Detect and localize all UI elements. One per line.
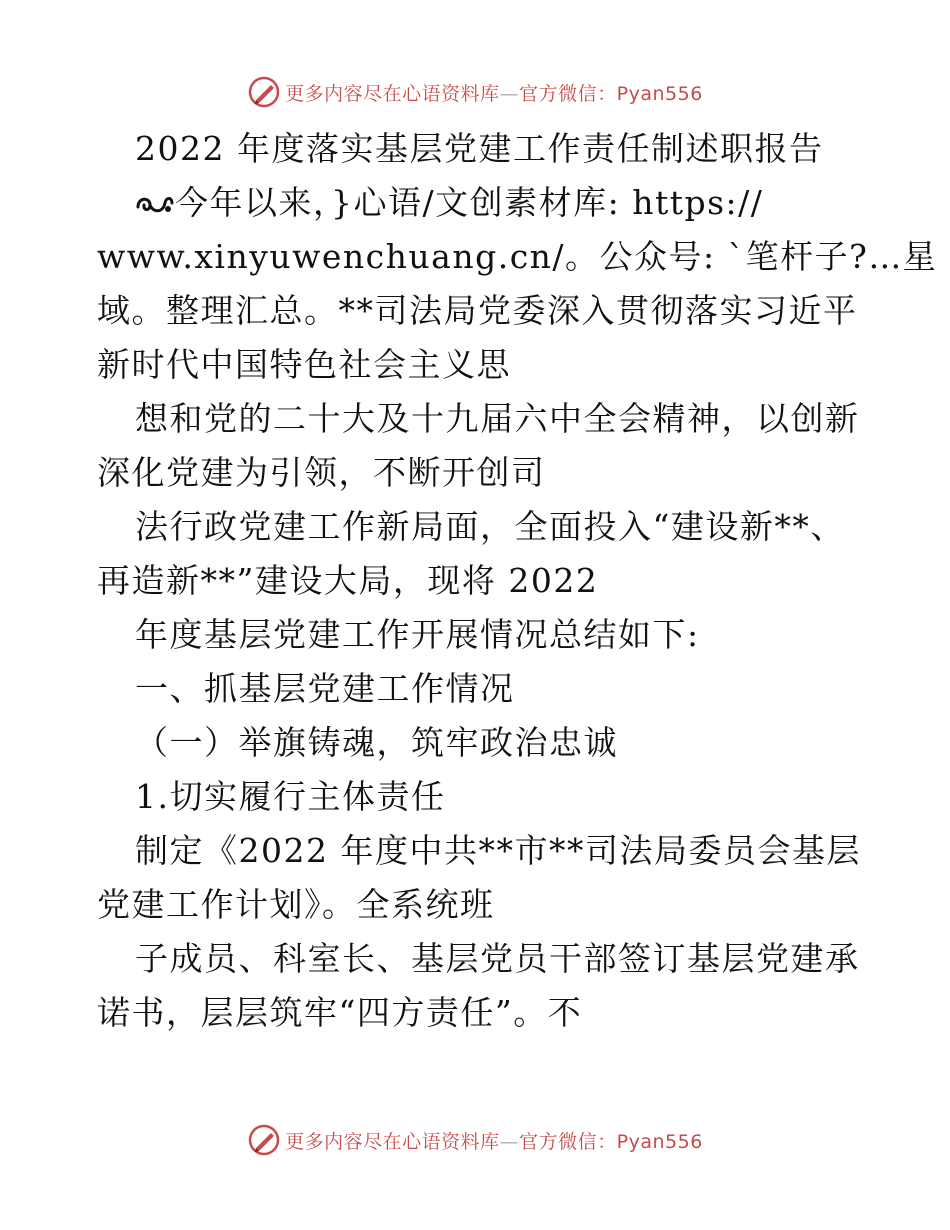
pen-logo-icon (247, 1123, 281, 1157)
document-body (97, 122, 938, 1040)
paragraph-line: 新时代中国特色社会主义思 (97, 345, 511, 384)
watermark-banner-bottom (0, 1120, 950, 1160)
paragraph-line: 今年以来，}心语/文创素材库: https:// (97, 176, 877, 230)
subsection-heading: （一）举旗铸魂，筑牢政治忠诚 (135, 723, 618, 762)
paragraph-line: 诺书，层层筑牢“四方责任”。不 (97, 993, 583, 1032)
paragraph-line: 法行政党建工作新局面，全面投入“建设新**、 (135, 507, 845, 546)
watermark-text: 更多内容尽在心语资料库—官方微信：Pyan556 (285, 82, 703, 105)
paragraph-line: 年度基层党建工作开展情况总结如下: (135, 615, 700, 654)
watermark-banner-top (0, 72, 950, 112)
paragraph-line: 制定《2022 年度中共**市**司法局委员会基层 (135, 831, 861, 870)
paragraph-line: 深化党建为引领，不断开创司 (97, 453, 546, 492)
paragraph-line: 党建工作计划》。全系统班 (97, 885, 495, 924)
swirl-ornament-icon (135, 191, 175, 217)
paragraph-line: 子成员、科室长、基层党员干部签订基层党建承 (135, 939, 860, 978)
pen-logo-icon (247, 75, 281, 109)
paragraph-line: www.xinyuwenchuang.cn/。公众号: `笔杆子?…星 (97, 237, 938, 276)
section-heading: 一、抓基层党建工作情况 (135, 669, 515, 708)
paragraph-line: 再造新**”建设大局，现将 2022 (97, 561, 599, 600)
document-title: 2022 年度落实基层党建工作责任制述职报告 (135, 129, 824, 168)
watermark-text: 更多内容尽在心语资料库—官方微信：Pyan556 (285, 1130, 703, 1153)
item-heading: 1.切实履行主体责任 (135, 777, 446, 816)
paragraph-line: 域。整理汇总。**司法局党委深入贯彻落实习近平 (97, 291, 858, 330)
paragraph-line: 想和党的二十大及十九届六中全会精神，以创新 (135, 399, 860, 438)
